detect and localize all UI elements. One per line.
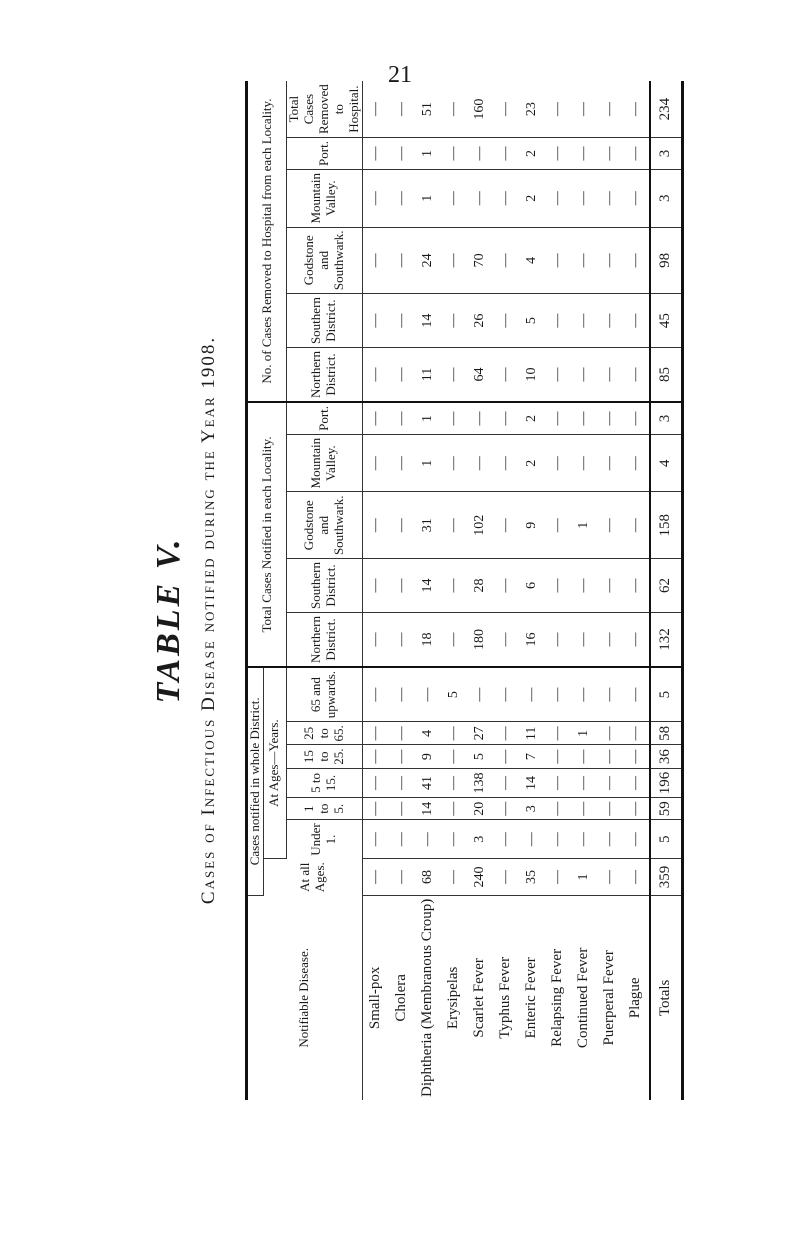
page-number: 21 bbox=[388, 62, 412, 88]
age-band-cell: — bbox=[597, 745, 623, 768]
notified-locality-header: Southern District. bbox=[286, 559, 362, 613]
all-ages-cell: 68 bbox=[415, 859, 441, 895]
all-ages-cell: 359 bbox=[650, 859, 683, 895]
all-ages-cell: — bbox=[597, 859, 623, 895]
removed-locality-cell: — bbox=[441, 227, 467, 294]
removed-locality-cell: — bbox=[441, 138, 467, 170]
notified-locality-cell: — bbox=[597, 402, 623, 434]
age-band-cell: 5 bbox=[467, 745, 493, 768]
notified-locality-header: Northern District. bbox=[286, 613, 362, 667]
table-row bbox=[362, 81, 389, 1100]
age-band-cell: 27 bbox=[467, 722, 493, 745]
notified-locality-cell: — bbox=[362, 613, 389, 667]
removed-locality-cell: — bbox=[623, 81, 650, 137]
all-ages-cell: — bbox=[362, 859, 389, 895]
removed-locality-cell: 11 bbox=[415, 348, 441, 402]
infectious-disease-table bbox=[245, 81, 684, 1100]
age-band-cell: — bbox=[597, 722, 623, 745]
notified-locality-cell: — bbox=[493, 492, 519, 559]
table-row bbox=[441, 81, 467, 1100]
removed-locality-cell: — bbox=[441, 169, 467, 227]
age-band-cell: — bbox=[362, 798, 389, 820]
removed-locality-cell: — bbox=[571, 81, 597, 137]
age-band-cell: — bbox=[545, 798, 571, 820]
notified-locality-cell: 14 bbox=[415, 559, 441, 613]
notified-locality-cell: — bbox=[441, 613, 467, 667]
table-row bbox=[597, 81, 623, 1100]
disease-name: Continued Fever bbox=[575, 947, 592, 1049]
removed-locality-header: Port. bbox=[286, 138, 362, 170]
age-band-cell: — bbox=[571, 768, 597, 798]
removed-locality-cell: — bbox=[623, 294, 650, 348]
rotated-table-page bbox=[150, 84, 750, 1140]
removed-locality-cell: — bbox=[467, 138, 493, 170]
removed-locality-cell: — bbox=[545, 81, 571, 137]
all-ages-cell: — bbox=[545, 859, 571, 895]
notified-locality-cell: 2 bbox=[519, 434, 545, 492]
notified-locality-cell: 18 bbox=[415, 613, 441, 667]
all-ages-cell: — bbox=[623, 859, 650, 895]
age-band-cell: — bbox=[623, 722, 650, 745]
notified-locality-cell: 132 bbox=[650, 613, 683, 667]
notified-locality-cell: — bbox=[493, 559, 519, 613]
age-band-cell: — bbox=[389, 768, 415, 798]
age-band-cell: 11 bbox=[519, 722, 545, 745]
removed-locality-cell: — bbox=[362, 138, 389, 170]
disease-name: Enteric Fever bbox=[523, 957, 540, 1039]
table-row bbox=[519, 81, 545, 1100]
age-band-header: 25 to 65. bbox=[286, 722, 362, 745]
age-band-cell: — bbox=[545, 722, 571, 745]
age-band-cell: — bbox=[415, 667, 441, 722]
removed-locality-cell: 2 bbox=[519, 169, 545, 227]
all-ages-cell: 240 bbox=[467, 859, 493, 895]
all-ages-header: At all Ages. bbox=[263, 859, 362, 895]
all-ages-cell: 1 bbox=[571, 859, 597, 895]
disease-name: Scarlet Fever bbox=[471, 958, 488, 1038]
table-row bbox=[389, 81, 415, 1100]
removed-locality-cell: — bbox=[571, 294, 597, 348]
notified-locality-cell: — bbox=[467, 434, 493, 492]
removed-locality-cell: — bbox=[389, 81, 415, 137]
notified-locality-cell: — bbox=[493, 613, 519, 667]
removed-locality-cell: — bbox=[362, 81, 389, 137]
removed-locality-cell: — bbox=[362, 169, 389, 227]
age-band-cell: — bbox=[571, 667, 597, 722]
age-band-cell: 196 bbox=[650, 768, 683, 798]
disease-name: Typhus Fever bbox=[497, 956, 514, 1039]
removed-locality-cell: — bbox=[571, 227, 597, 294]
age-band-cell: 5 bbox=[650, 820, 683, 859]
age-band-header: Under 1. bbox=[286, 820, 362, 859]
age-band-cell: — bbox=[623, 820, 650, 859]
notified-locality-cell: — bbox=[571, 559, 597, 613]
age-band-cell: 20 bbox=[467, 798, 493, 820]
age-band-cell: — bbox=[519, 820, 545, 859]
removed-locality-cell: — bbox=[467, 169, 493, 227]
notified-locality-cell: 16 bbox=[519, 613, 545, 667]
removed-locality-cell: — bbox=[493, 81, 519, 137]
age-band-cell: — bbox=[597, 798, 623, 820]
table-subtitle: Cases of Infectious Disease notified during the Year 1908. bbox=[198, 335, 219, 905]
age-band-cell: — bbox=[362, 745, 389, 768]
notified-locality-cell: — bbox=[389, 492, 415, 559]
notified-locality-cell: 28 bbox=[467, 559, 493, 613]
removed-locality-header: Total Cases Removed to Hospital. bbox=[286, 81, 362, 137]
removed-locality-cell: — bbox=[545, 227, 571, 294]
age-band-cell: 58 bbox=[650, 722, 683, 745]
age-band-cell: — bbox=[493, 820, 519, 859]
age-band-cell: — bbox=[623, 768, 650, 798]
age-band-cell: — bbox=[441, 768, 467, 798]
table-row bbox=[571, 81, 597, 1100]
table-row bbox=[545, 81, 571, 1100]
removed-locality-cell: 45 bbox=[650, 294, 683, 348]
removed-locality-cell: 160 bbox=[467, 81, 493, 137]
age-band-cell: — bbox=[389, 745, 415, 768]
removed-locality-cell: 10 bbox=[519, 348, 545, 402]
removed-locality-cell: — bbox=[597, 348, 623, 402]
removed-locality-cell: — bbox=[389, 138, 415, 170]
age-band-cell: — bbox=[493, 667, 519, 722]
disease-name: Plague bbox=[627, 977, 644, 1019]
removed-locality-cell: 70 bbox=[467, 227, 493, 294]
removed-locality-cell: 1 bbox=[415, 138, 441, 170]
removed-locality-cell: — bbox=[389, 294, 415, 348]
removed-locality-cell: — bbox=[597, 227, 623, 294]
age-band-cell: — bbox=[441, 722, 467, 745]
removed-locality-cell: — bbox=[571, 138, 597, 170]
notified-locality-cell: — bbox=[545, 492, 571, 559]
notified-locality-cell: — bbox=[441, 434, 467, 492]
removed-locality-cell: 3 bbox=[650, 169, 683, 227]
notified-locality-cell: — bbox=[389, 613, 415, 667]
age-band-cell: — bbox=[545, 745, 571, 768]
age-band-cell: 14 bbox=[519, 768, 545, 798]
removed-locality-header: Godstone and Southwark. bbox=[286, 227, 362, 294]
age-band-cell: 138 bbox=[467, 768, 493, 798]
notified-locality-cell: 31 bbox=[415, 492, 441, 559]
age-band-header: 1 to 5. bbox=[286, 798, 362, 820]
age-band-cell: — bbox=[362, 667, 389, 722]
removed-locality-cell: — bbox=[623, 138, 650, 170]
notified-locality-header: Port. bbox=[286, 402, 362, 434]
disease-column-header: Notifiable Disease. bbox=[247, 895, 363, 1100]
all-ages-cell: — bbox=[493, 859, 519, 895]
age-band-cell: 5 bbox=[441, 667, 467, 722]
notified-locality-cell: — bbox=[493, 402, 519, 434]
notified-locality-cell: — bbox=[362, 559, 389, 613]
age-band-cell: — bbox=[623, 798, 650, 820]
notified-locality-cell: — bbox=[623, 402, 650, 434]
notified-locality-cell: — bbox=[545, 434, 571, 492]
age-band-cell: 3 bbox=[519, 798, 545, 820]
notified-locality-header: Mountain Valley. bbox=[286, 434, 362, 492]
age-band-cell: — bbox=[571, 798, 597, 820]
removed-locality-cell: 234 bbox=[650, 81, 683, 137]
notified-locality-cell: 102 bbox=[467, 492, 493, 559]
age-band-cell: — bbox=[519, 667, 545, 722]
notified-locality-cell: — bbox=[623, 559, 650, 613]
notified-locality-cell: — bbox=[441, 559, 467, 613]
age-band-cell: — bbox=[623, 745, 650, 768]
removed-locality-cell: 14 bbox=[415, 294, 441, 348]
age-band-cell: — bbox=[362, 820, 389, 859]
table-row bbox=[415, 81, 441, 1100]
removed-locality-cell: — bbox=[493, 227, 519, 294]
age-band-cell: — bbox=[389, 820, 415, 859]
removed-locality-cell: — bbox=[597, 169, 623, 227]
age-band-cell: — bbox=[493, 798, 519, 820]
all-ages-cell: — bbox=[441, 859, 467, 895]
age-band-cell: — bbox=[545, 667, 571, 722]
removed-locality-cell: — bbox=[493, 348, 519, 402]
age-band-cell: — bbox=[467, 667, 493, 722]
removed-locality-cell: — bbox=[389, 169, 415, 227]
age-band-cell: — bbox=[597, 768, 623, 798]
age-band-cell: 59 bbox=[650, 798, 683, 820]
removed-locality-header: Northern District. bbox=[286, 348, 362, 402]
removed-locality-cell: — bbox=[362, 348, 389, 402]
notified-locality-cell: — bbox=[467, 402, 493, 434]
removed-locality-cell: 24 bbox=[415, 227, 441, 294]
removed-locality-cell: — bbox=[362, 227, 389, 294]
removed-locality-cell: — bbox=[623, 227, 650, 294]
removed-locality-cell: 64 bbox=[467, 348, 493, 402]
removed-locality-cell: 1 bbox=[415, 169, 441, 227]
removed-locality-cell: — bbox=[441, 348, 467, 402]
removed-locality-cell: — bbox=[493, 294, 519, 348]
ages-group-header: At Ages—Years. bbox=[263, 667, 286, 859]
age-band-header: 65 and upwards. bbox=[286, 667, 362, 722]
removed-locality-cell: — bbox=[441, 294, 467, 348]
removed-locality-cell: — bbox=[597, 81, 623, 137]
removed-locality-cell: — bbox=[389, 348, 415, 402]
disease-name: Diphtheria (Membranous Croup) bbox=[419, 898, 436, 1097]
age-band-cell: 4 bbox=[415, 722, 441, 745]
age-band-cell: — bbox=[597, 667, 623, 722]
removed-locality-cell: 3 bbox=[650, 138, 683, 170]
age-band-cell: — bbox=[389, 722, 415, 745]
removed-locality-cell: — bbox=[389, 227, 415, 294]
age-band-cell: — bbox=[493, 722, 519, 745]
removed-locality-cell: 23 bbox=[519, 81, 545, 137]
removed-locality-cell: 5 bbox=[519, 294, 545, 348]
notified-locality-cell: — bbox=[545, 402, 571, 434]
age-band-cell: 1 bbox=[571, 722, 597, 745]
age-band-cell: — bbox=[362, 722, 389, 745]
notified-locality-cell: — bbox=[571, 434, 597, 492]
notified-locality-cell: 1 bbox=[415, 434, 441, 492]
notified-locality-header: Godstone and Southwark. bbox=[286, 492, 362, 559]
removed-locality-cell: — bbox=[545, 348, 571, 402]
removed-locality-cell: 98 bbox=[650, 227, 683, 294]
notified-locality-cell: — bbox=[389, 559, 415, 613]
notified-locality-cell: 4 bbox=[650, 434, 683, 492]
removed-locality-cell: — bbox=[571, 348, 597, 402]
notified-locality-cell: 158 bbox=[650, 492, 683, 559]
removed-locality-header: Mountain Valley. bbox=[286, 169, 362, 227]
notified-locality-cell: — bbox=[571, 402, 597, 434]
notified-locality-cell: — bbox=[571, 613, 597, 667]
removed-locality-cell: 26 bbox=[467, 294, 493, 348]
removed-locality-cell: 4 bbox=[519, 227, 545, 294]
removed-group-header: No. of Cases Removed to Hospital from each Locality. bbox=[247, 81, 287, 402]
notified-locality-cell: — bbox=[623, 434, 650, 492]
removed-locality-cell: 2 bbox=[519, 138, 545, 170]
removed-locality-cell: 85 bbox=[650, 348, 683, 402]
age-band-cell: — bbox=[389, 667, 415, 722]
notified-locality-cell: 3 bbox=[650, 402, 683, 434]
notified-locality-cell: — bbox=[545, 613, 571, 667]
age-band-cell: — bbox=[493, 768, 519, 798]
notified-locality-cell: — bbox=[441, 402, 467, 434]
age-band-cell: 36 bbox=[650, 745, 683, 768]
age-band-cell: 14 bbox=[415, 798, 441, 820]
age-band-cell: — bbox=[441, 745, 467, 768]
age-band-cell: — bbox=[441, 820, 467, 859]
removed-locality-cell: — bbox=[623, 169, 650, 227]
totals-label: Totals bbox=[650, 895, 683, 1100]
age-band-cell: 41 bbox=[415, 768, 441, 798]
notified-locality-cell: — bbox=[597, 492, 623, 559]
removed-locality-cell: — bbox=[597, 138, 623, 170]
disease-name: Relapsing Fever bbox=[549, 948, 566, 1047]
notified-locality-cell: — bbox=[597, 559, 623, 613]
notified-locality-cell: 2 bbox=[519, 402, 545, 434]
notified-locality-cell: 180 bbox=[467, 613, 493, 667]
notified-locality-cell: 62 bbox=[650, 559, 683, 613]
age-band-cell: — bbox=[571, 820, 597, 859]
cases-notified-group-header: Cases notified in whole District. bbox=[247, 667, 264, 895]
notified-locality-cell: — bbox=[441, 492, 467, 559]
notified-locality-cell: — bbox=[623, 613, 650, 667]
table-row bbox=[467, 81, 493, 1100]
removed-locality-cell: — bbox=[441, 81, 467, 137]
all-ages-cell: 35 bbox=[519, 859, 545, 895]
notified-locality-cell: 9 bbox=[519, 492, 545, 559]
disease-name: Erysipelas bbox=[445, 966, 462, 1030]
table-title: TABLE V. bbox=[150, 536, 187, 704]
removed-locality-cell: — bbox=[623, 348, 650, 402]
age-band-header: 15 to 25. bbox=[286, 745, 362, 768]
age-band-cell: — bbox=[597, 820, 623, 859]
age-band-cell: 9 bbox=[415, 745, 441, 768]
age-band-cell: — bbox=[415, 820, 441, 859]
removed-locality-header: Southern District. bbox=[286, 294, 362, 348]
notified-locality-cell: — bbox=[389, 402, 415, 434]
age-band-cell: — bbox=[389, 798, 415, 820]
age-band-cell: — bbox=[493, 745, 519, 768]
age-band-cell: — bbox=[545, 820, 571, 859]
totals-row bbox=[650, 81, 683, 1100]
disease-name: Puerperal Fever bbox=[601, 950, 618, 1046]
age-band-cell: 3 bbox=[467, 820, 493, 859]
all-ages-cell: — bbox=[389, 859, 415, 895]
notified-locality-cell: 1 bbox=[571, 492, 597, 559]
removed-locality-cell: — bbox=[571, 169, 597, 227]
age-band-header: 5 to 15. bbox=[286, 768, 362, 798]
age-band-cell: — bbox=[441, 798, 467, 820]
notified-locality-cell: — bbox=[493, 434, 519, 492]
removed-locality-cell: — bbox=[545, 138, 571, 170]
age-band-cell: 5 bbox=[650, 667, 683, 722]
removed-locality-cell: — bbox=[493, 169, 519, 227]
notified-locality-cell: — bbox=[362, 402, 389, 434]
disease-name: Small-pox bbox=[367, 966, 384, 1030]
removed-locality-cell: 51 bbox=[415, 81, 441, 137]
disease-name: Cholera bbox=[393, 974, 410, 1022]
notified-locality-cell: — bbox=[389, 434, 415, 492]
removed-locality-cell: — bbox=[597, 294, 623, 348]
age-band-cell: — bbox=[571, 745, 597, 768]
age-band-cell: — bbox=[362, 768, 389, 798]
notified-locality-cell: — bbox=[362, 434, 389, 492]
notified-locality-cell: — bbox=[597, 613, 623, 667]
table-row bbox=[623, 81, 650, 1100]
age-band-cell: — bbox=[623, 667, 650, 722]
removed-locality-cell: — bbox=[493, 138, 519, 170]
total-notified-group-header: Total Cases Notified in each Locality. bbox=[247, 402, 287, 667]
removed-locality-cell: — bbox=[362, 294, 389, 348]
notified-locality-cell: — bbox=[623, 492, 650, 559]
table-row bbox=[493, 81, 519, 1100]
notified-locality-cell: — bbox=[597, 434, 623, 492]
removed-locality-cell: — bbox=[545, 169, 571, 227]
notified-locality-cell: 1 bbox=[415, 402, 441, 434]
notified-locality-cell: — bbox=[362, 492, 389, 559]
notified-locality-cell: — bbox=[545, 559, 571, 613]
notified-locality-cell: 6 bbox=[519, 559, 545, 613]
age-band-cell: — bbox=[545, 768, 571, 798]
age-band-cell: 7 bbox=[519, 745, 545, 768]
removed-locality-cell: — bbox=[545, 294, 571, 348]
